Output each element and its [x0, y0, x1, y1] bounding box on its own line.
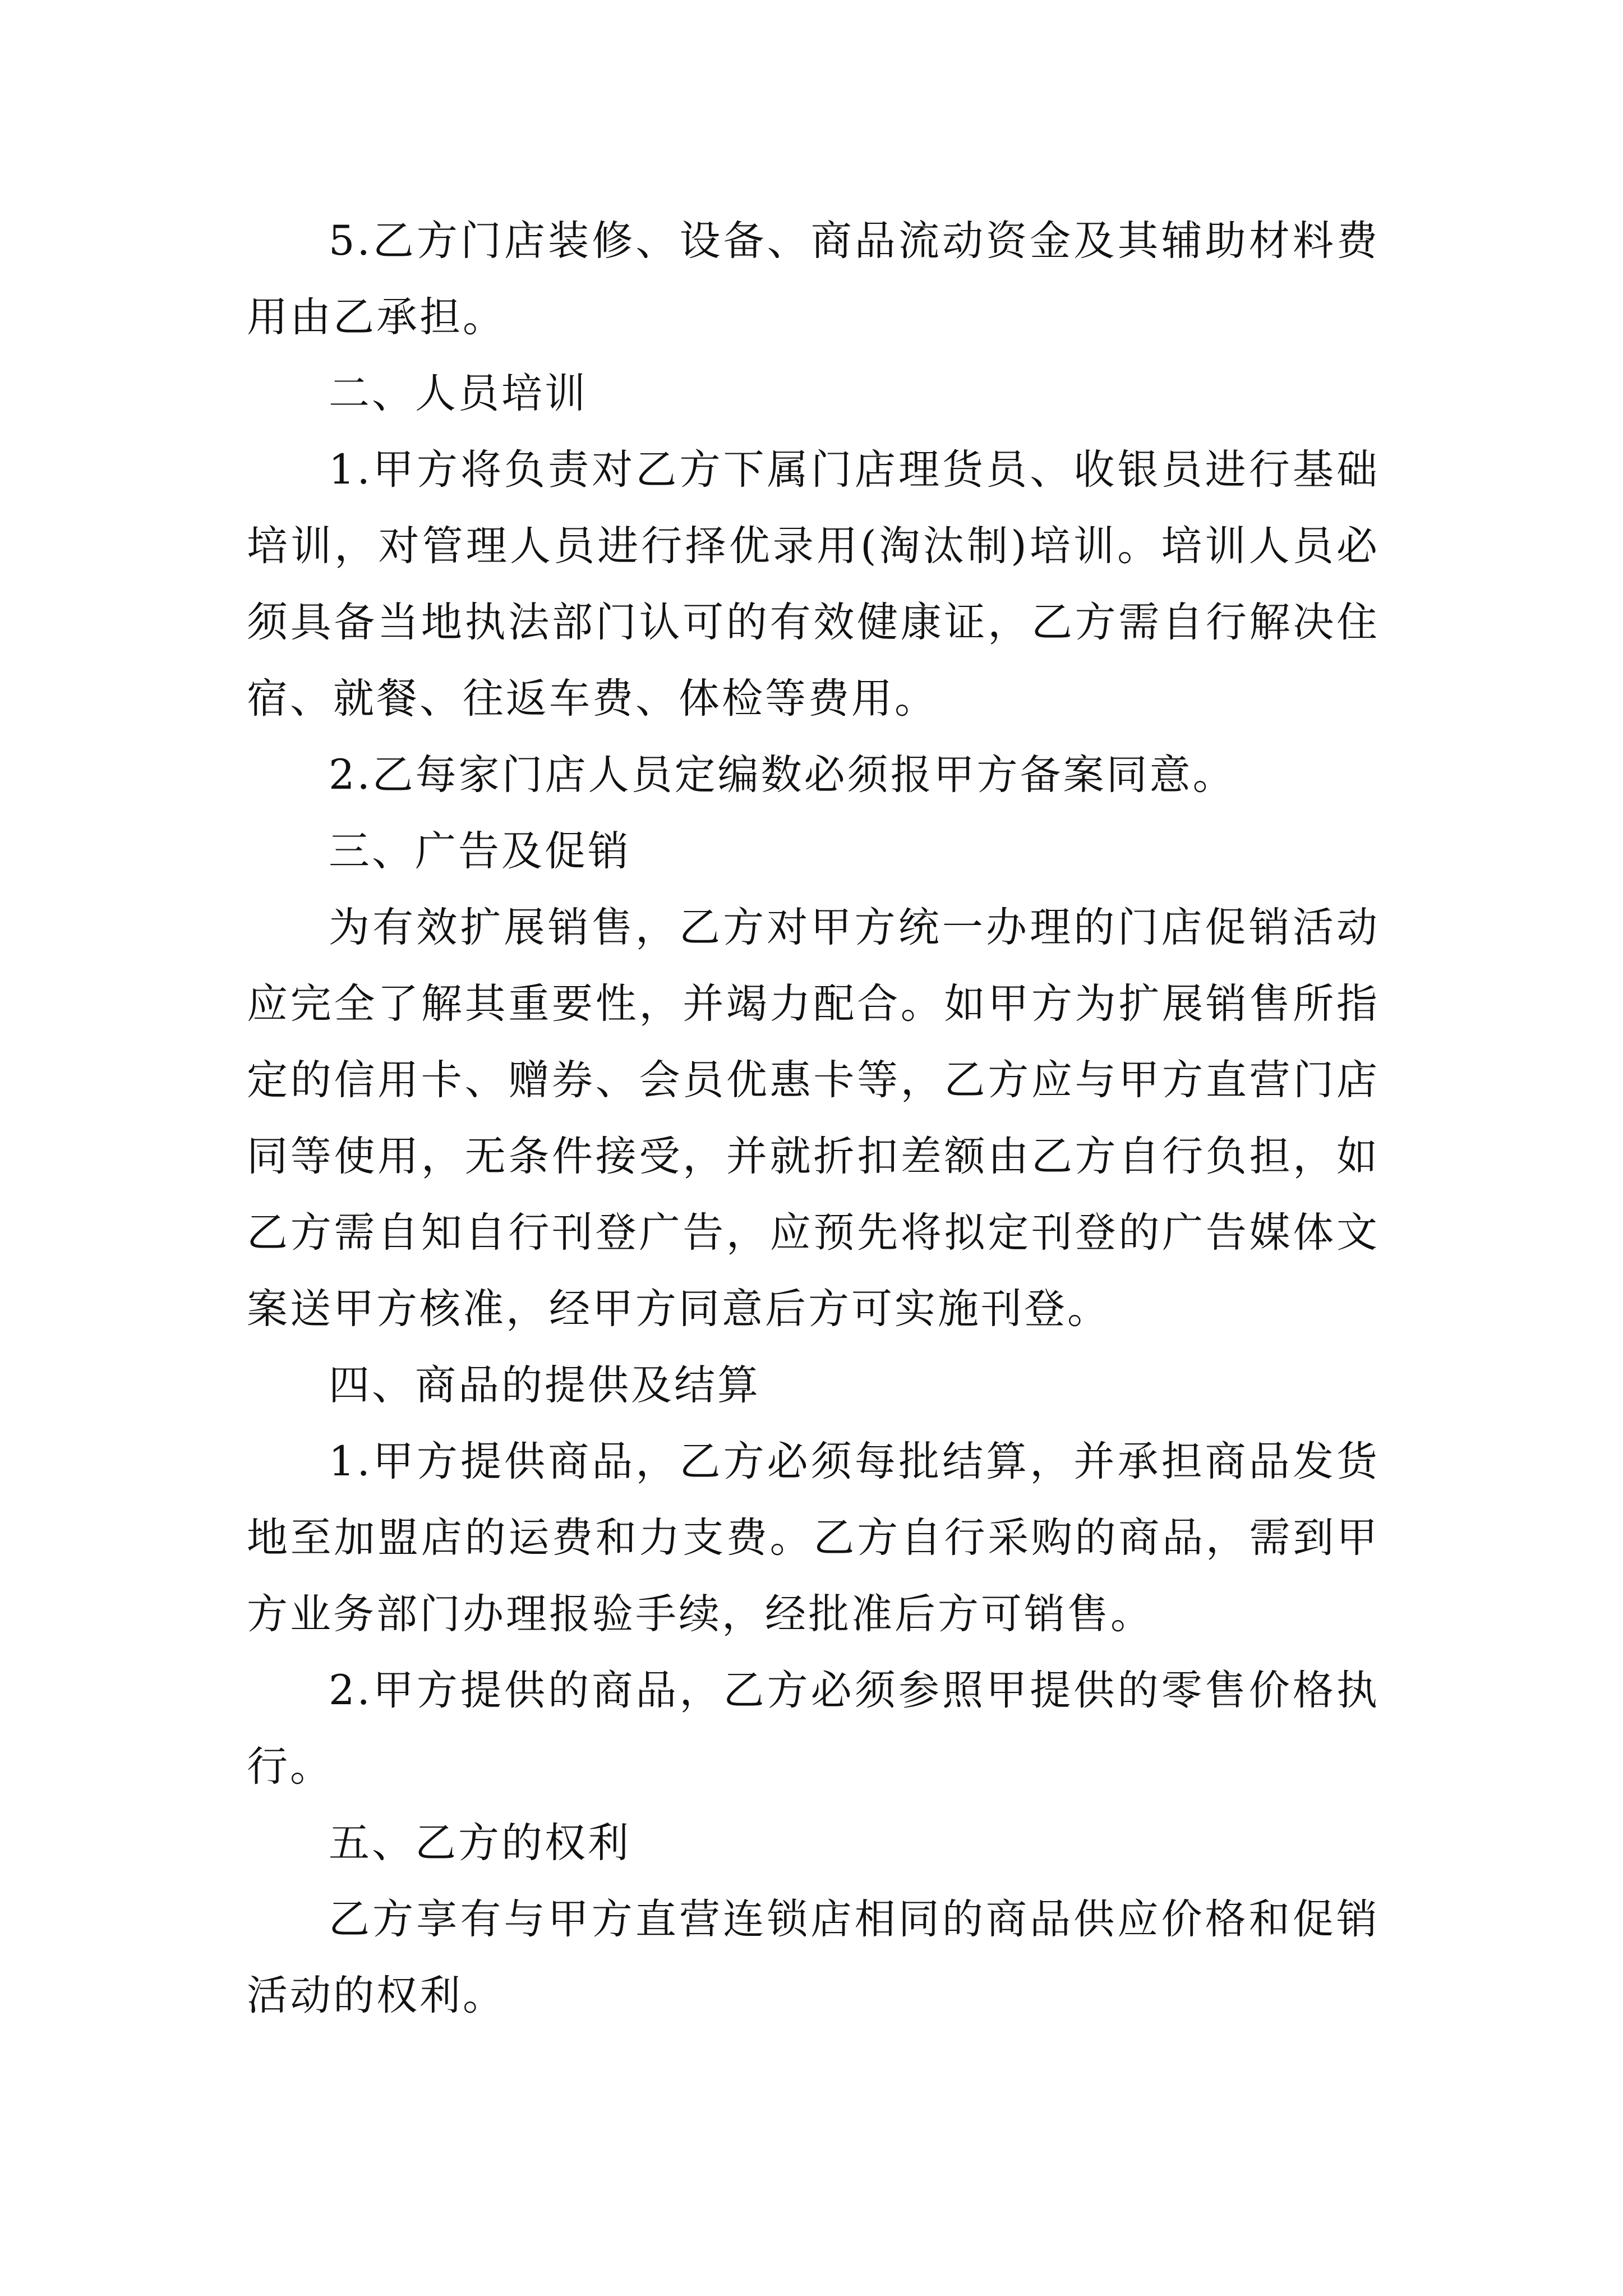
section-heading-rights: 五、乙方的权利: [329, 1819, 631, 1867]
section-heading-advertising: 三、广告及促销: [329, 827, 631, 875]
paragraph-goods-1: 1.甲方提供商品，乙方必须每批结算，并承担商品发货地至加盟店的运费和力支费。乙方自行采购的商品，需到甲方业务部门办理报验手续，经批准后方可销售。: [247, 1438, 1380, 1638]
paragraph-decoration-costs: 5.乙方门店装修、设备、商品流动资金及其辅助材料费用由乙承担。: [247, 217, 1380, 341]
paragraph-advertising: 为有效扩展销售，乙方对甲方统一办理的门店促销活动应完全了解其重要性，并竭力配合。如甲方为扩展销售所指定的信用卡、赠券、会员优惠卡等，乙方应与甲方直营门店同等使用，无条件接受，并就折扣差额由乙方自行负担，如乙方需自知自行刊登广告，应预先将拟定刊登的广告媒体文案送甲方核准，经甲方同意后方可实施刊登。: [247, 904, 1380, 1333]
section-heading-goods-settlement: 四、商品的提供及结算: [329, 1361, 760, 1409]
section-heading-training: 二、人员培训: [329, 370, 588, 417]
paragraph-rights: 乙方享有与甲方直营连锁店相同的商品供应价格和促销活动的权利。: [247, 1895, 1380, 2019]
paragraph-goods-2: 2.甲方提供的商品，乙方必须参照甲提供的零售价格执行。: [247, 1667, 1380, 1791]
paragraph-training-1: 1.甲方将负责对乙方下属门店理货员、收银员进行基础培训，对管理人员进行择优录用(淘汰制)培训。培训人员必须具备当地执法部门认可的有效健康证，乙方需自行解决住宿、就餐、往返车费、体检等费用。: [247, 446, 1380, 723]
document-body: [247, 203, 1380, 2034]
paragraph-training-2: 2.乙每家门店人员定编数必须报甲方备案同意。: [329, 751, 1236, 799]
